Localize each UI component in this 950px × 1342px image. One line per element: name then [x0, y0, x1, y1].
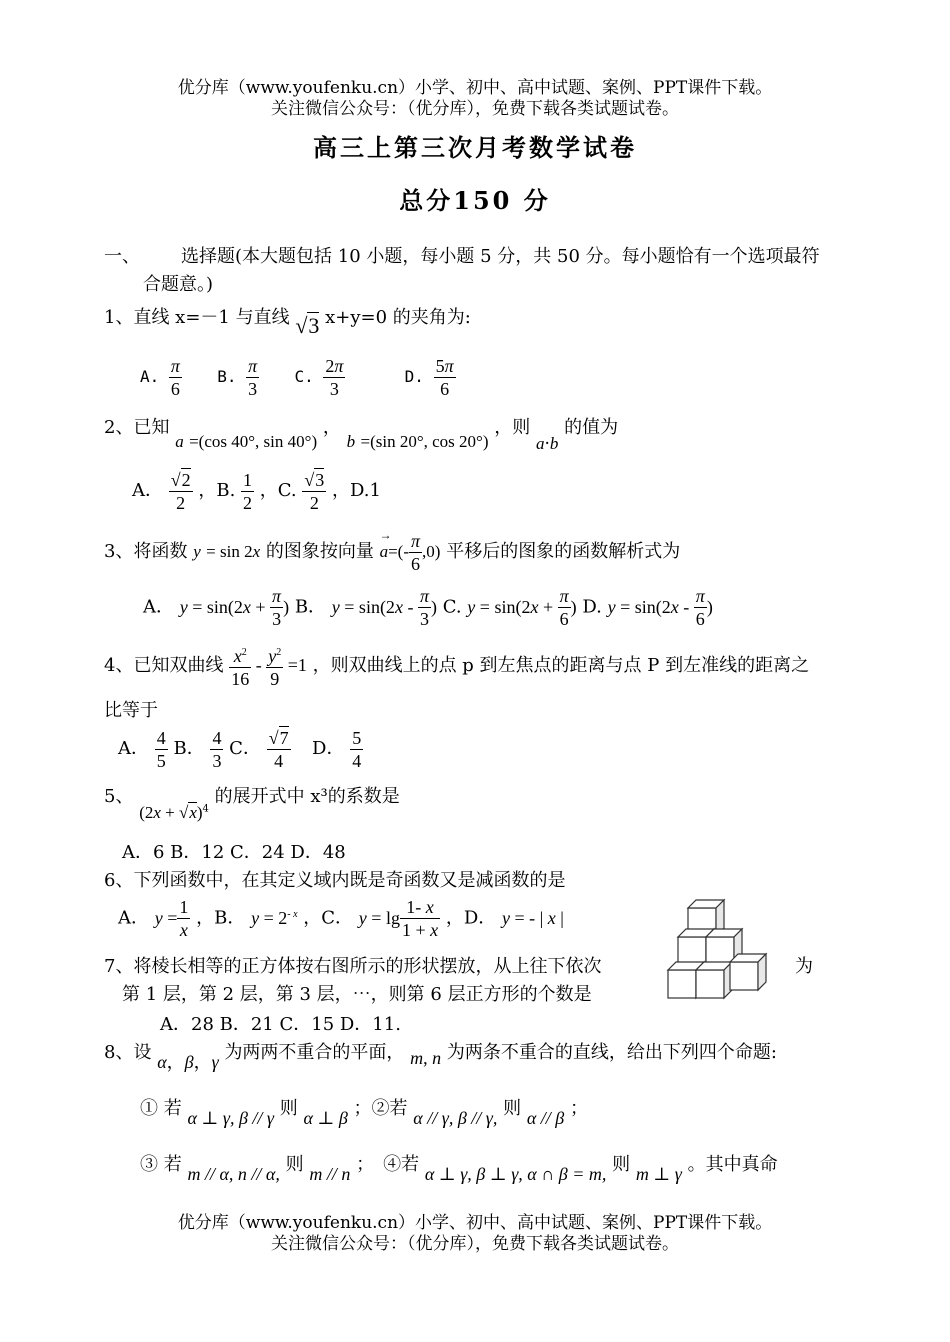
q8-p2-concl: α // β — [526, 1108, 565, 1128]
q5-options: A．6 B．12 C．24 D．48 — [122, 842, 346, 863]
q6-opt-b-label: ，B． — [196, 907, 246, 929]
q8-p2-ze: 则 — [503, 1098, 522, 1119]
q6-stem: 6、下列函数中，在其定义域内既是奇函数又是减函数的是 — [104, 870, 566, 891]
q4-stem: 4、已知双曲线 — [104, 655, 224, 676]
q5-expression: $(2x + √x)^4$ — [139, 803, 209, 822]
cube-stack-figure — [666, 898, 774, 1002]
q8-planes: α，β，γ — [157, 1052, 219, 1072]
q3-opt-b: y = sin(2x - $\frac{\pi}{3}$ ) — [331, 586, 437, 629]
footer-line-1: 优分库（www.youfenku.cn）小学、初中、高中试题、案例、PPT课件下载。 — [177, 1213, 773, 1233]
q8-p4-ze: 则 — [612, 1154, 631, 1175]
q2-tail: 的值为 — [564, 417, 619, 438]
q2-dot-product: a·b — [535, 434, 559, 454]
q1-stem-a: 1、直线 x=－1 与直线 — [104, 307, 290, 328]
q8-p3-concl: m // n — [309, 1164, 351, 1184]
q8-lines: m, n — [410, 1048, 442, 1068]
q8-props-3-4 — [140, 1150, 778, 1184]
q1-opt-a-label: A. — [140, 367, 160, 386]
q2-opt-d: ，D.1 — [332, 480, 381, 501]
q8-p4-label: ； ④若 — [356, 1154, 420, 1175]
q3-opt-d-label: D. — [582, 596, 602, 618]
q6-opt-c-label: ，C． — [303, 907, 354, 929]
q6-opt-b: $y = 2^{- x}$ — [251, 907, 298, 928]
q4-tail: ，则双曲线上的点 p 到左焦点的距离与点 P 到左准线的距离之 — [312, 655, 810, 676]
q5-stem: 5、 — [104, 786, 134, 807]
q2-opt-a-label: A． — [132, 480, 163, 501]
q3-opt-d: y = sin(2x - $\frac{\pi}{6}$ ) — [607, 586, 713, 629]
q8-p4-concl: m ⊥ γ — [635, 1164, 682, 1184]
question-5 — [104, 782, 400, 822]
q6-opt-c: y = lg $\frac{1- x}{1 + x}$ — [358, 897, 439, 940]
q2-vector-a: a =(cos 40°, sin 40°) — [175, 432, 318, 451]
q4-opt-b: $\frac{4}{3}$ — [212, 727, 222, 771]
q4-opt-c-label: C． — [229, 738, 261, 759]
q1-opt-b: $\frac{\pi}{3}$ — [248, 356, 258, 399]
q8-p2-label: ；②若 — [353, 1098, 408, 1119]
q8-p3-cond: m // α, n // α, — [187, 1164, 280, 1184]
q1-opt-d: $\frac{5\pi}{6}$ — [435, 356, 454, 399]
q3-mid: 的图象按向量 — [265, 541, 374, 562]
q2-then: ，则 — [494, 417, 531, 438]
q2-options — [132, 468, 381, 514]
q8-p2-semi: ； — [570, 1098, 589, 1119]
section-instruction-1: 选择题(本大题包括 10 小题，每小题 5 分，共 50 分。每小题恰有一个选项最符 — [181, 246, 820, 267]
q8-p4-cond: α ⊥ γ, β ⊥ γ, α ∩ β = m, — [424, 1164, 607, 1184]
q2-opt-c-label: ，C. — [259, 480, 297, 501]
q3-vector: → a=(- $\frac{\pi}{6}$ ,0) — [379, 528, 441, 574]
q8-p1-concl: α ⊥ β — [303, 1108, 348, 1128]
q8-p1-label: ① 若 — [140, 1098, 182, 1119]
q1-opt-c: $\frac{2\pi}{3}$ — [325, 356, 344, 399]
q2-opt-b-label: ，B. — [198, 480, 236, 501]
q3-options — [143, 585, 713, 630]
q5-tail: 的展开式中 x³的系数是 — [214, 786, 400, 807]
q7-stem: 7、将棱长相等的正方体按右图所示的形状摆放，从上往下依次 — [104, 956, 602, 977]
q1-opt-b-label: B. — [217, 367, 237, 386]
footer-line-2: 关注微信公众号：（优分库），免费下载各类试题试卷。 — [271, 1234, 679, 1254]
q3-stem: 3、将函数 — [104, 541, 188, 562]
q6-opt-d: y = - | x | — [502, 907, 564, 928]
q3-function: y = sin 2x — [193, 542, 261, 561]
q4-opt-d-label: D． — [312, 738, 345, 759]
q8-p3-ze: 则 — [285, 1154, 304, 1175]
q3-tail: 平移后的图象的函数解析式为 — [446, 541, 681, 562]
q3-opt-a-label: A． — [143, 596, 174, 618]
header-line-2: 关注微信公众号：（优分库），免费下载各类试题试卷。 — [271, 99, 679, 119]
q4-tail-2: 比等于 — [104, 700, 158, 721]
section-instruction-2: 合题意。) — [143, 274, 214, 295]
q8-stem-1: 8、设 — [104, 1042, 152, 1063]
page-subtitle: 总分150 分 — [399, 186, 551, 215]
q3-opt-c-label: C. — [442, 596, 462, 618]
q4-hyperbola: $\frac{x^2}{16}$ - $\frac{y^2}{9}$ =1 — [229, 655, 307, 676]
q2-opt-b: $\frac{1}{2}$ — [243, 469, 253, 513]
q8-stem-3: 为两条不重合的直线，给出下列四个命题: — [446, 1042, 777, 1063]
q8-p3-label: ③ 若 — [140, 1154, 182, 1175]
q1-opt-c-label: C. — [294, 367, 314, 386]
question-4 — [104, 642, 809, 690]
q7-line-2: 第 1 层，第 2 层，第 3 层，⋯，则第 6 层正方形的个数是 — [122, 984, 592, 1005]
section-number: 一、 — [104, 246, 140, 267]
q8-p2-cond: α // γ, β // γ, — [413, 1108, 498, 1128]
q2-stem: 2、已知 — [104, 417, 170, 438]
q4-opt-b-label: B． — [173, 738, 205, 759]
q8-p1-cond: α ⊥ γ, β // γ — [187, 1108, 274, 1128]
q1-stem-b: x+y=0 的夹角为: — [325, 307, 471, 328]
q6-options — [118, 896, 564, 941]
q8-stem-2: 为两两不重合的平面， — [224, 1042, 405, 1063]
cube-layer3-mid — [696, 962, 732, 998]
page-title: 高三上第三次月考数学试卷 — [313, 133, 637, 162]
question-2 — [104, 413, 619, 454]
question-1 — [104, 302, 471, 338]
q6-opt-d-label: ，D． — [445, 907, 497, 929]
question-3 — [104, 530, 680, 575]
cube-layer3-right — [730, 954, 766, 990]
q3-opt-b-label: B． — [294, 596, 327, 618]
q2-opt-a: $\frac{√2}{2}$ — [170, 470, 191, 513]
q4-opt-d: $\frac{5}{4}$ — [352, 727, 362, 771]
q6-opt-a-label: A． — [118, 907, 149, 929]
q1-opt-a: $\frac{\pi}{6}$ — [170, 356, 180, 399]
q6-opt-a: y = $\frac{1}{x}$ — [154, 897, 189, 940]
q8-p1-ze: 则 — [279, 1098, 298, 1119]
q3-opt-c: y = sin(2x + $\frac{\pi}{6}$ ) — [467, 586, 577, 629]
q4-options — [118, 726, 363, 772]
q4-opt-c: $\frac{√7}{4}$ — [268, 728, 289, 771]
q4-opt-a: $\frac{4}{5}$ — [156, 727, 166, 771]
q8-tail: 。其中真命 — [687, 1154, 778, 1175]
q1-sqrt3: √3 — [295, 313, 320, 338]
q7-wei: 为 — [795, 956, 813, 977]
q2-opt-c: $\frac{√3}{2}$ — [304, 470, 325, 513]
header-line-1: 优分库（www.youfenku.cn）小学、初中、高中试题、案例、PPT课件下载。 — [177, 78, 773, 98]
q8-props-1-2 — [140, 1094, 589, 1128]
q1-opt-d-label: D. — [404, 367, 424, 386]
q2-then-comma: ， — [322, 417, 341, 438]
q3-opt-a: y = sin(2x + $\frac{\pi}{3}$ ) — [179, 586, 290, 629]
q7-options: A．28 B．21 C．15 D．11. — [160, 1014, 401, 1035]
q4-opt-a-label: A． — [118, 738, 149, 759]
question-8 — [104, 1038, 777, 1072]
q2-vector-b: b =(sin 20°, cos 20°) — [346, 432, 489, 451]
q1-options — [140, 355, 456, 400]
